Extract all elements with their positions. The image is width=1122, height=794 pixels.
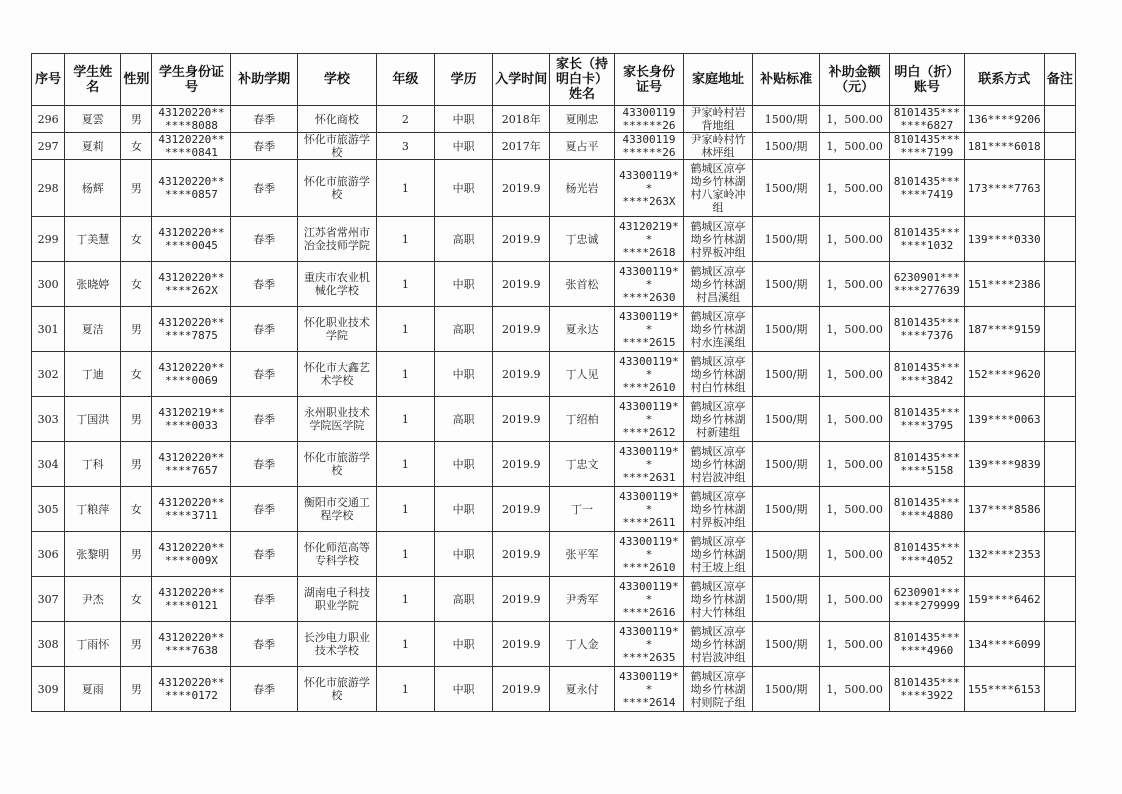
cell-name: 丁迪: [65, 352, 121, 397]
cell-school: 衡阳市交通工程学校: [297, 487, 376, 532]
column-header-std: 补贴标准: [752, 54, 820, 106]
cell-phone: 155****6153: [964, 667, 1044, 712]
column-header-amount: 补助金额（元）: [820, 54, 890, 106]
cell-name: 丁美慧: [65, 217, 121, 262]
cell-enroll: 2019.9: [493, 442, 550, 487]
cell-name: 夏雲: [65, 106, 121, 133]
column-header-account: 明白（折）账号: [889, 54, 964, 106]
cell-term: 春季: [231, 307, 297, 352]
cell-amount: 1，500.00: [820, 532, 890, 577]
cell-school: 怀化市旅游学校: [297, 442, 376, 487]
cell-parent: 丁忠文: [550, 442, 614, 487]
cell-id: 43120220** ****0121: [152, 577, 231, 622]
table-row: [32, 622, 1076, 667]
column-header-note: 备注: [1044, 54, 1075, 106]
cell-no: 302: [32, 352, 65, 397]
cell-name: 张晓婷: [65, 262, 121, 307]
header-row: [32, 54, 1076, 106]
cell-name: 夏洁: [65, 307, 121, 352]
cell-grade: 1: [376, 160, 434, 217]
cell-sex: 女: [121, 262, 152, 307]
cell-school: 怀化市大鑫艺术学校: [297, 352, 376, 397]
cell-phone: 159****6462: [964, 577, 1044, 622]
cell-id: 43120220** ****8088: [152, 106, 231, 133]
cell-name: 杨辉: [65, 160, 121, 217]
column-header-school: 学校: [297, 54, 376, 106]
cell-no: 301: [32, 307, 65, 352]
cell-name: 尹杰: [65, 577, 121, 622]
column-header-enroll: 入学时间: [493, 54, 550, 106]
table-row: [32, 352, 1076, 397]
column-header-no: 序号: [32, 54, 65, 106]
column-header-pid: 家长身份证号: [614, 54, 684, 106]
cell-id: 43120220** ****7875: [152, 307, 231, 352]
cell-id: 43120220** ****7638: [152, 622, 231, 667]
cell-no: 304: [32, 442, 65, 487]
table-row: [32, 133, 1076, 160]
table-row: [32, 307, 1076, 352]
cell-grade: 1: [376, 262, 434, 307]
cell-school: 湖南电子科技职业学院: [297, 577, 376, 622]
column-header-parent: 家长（持明白卡）姓名: [550, 54, 614, 106]
cell-note: [1044, 217, 1075, 262]
cell-no: 297: [32, 133, 65, 160]
cell-no: 298: [32, 160, 65, 217]
cell-id: 43120220** ****3711: [152, 487, 231, 532]
cell-address: 鹤城区凉亭坳乡竹林湖村界板冲组: [684, 487, 753, 532]
cell-account: 8101435*** ****3795: [889, 397, 964, 442]
cell-term: 春季: [231, 622, 297, 667]
cell-parent: 夏永达: [550, 307, 614, 352]
cell-sex: 男: [121, 307, 152, 352]
cell-account: 8101435*** ****4880: [889, 487, 964, 532]
cell-term: 春季: [231, 397, 297, 442]
cell-no: 308: [32, 622, 65, 667]
cell-parent: 尹秀军: [550, 577, 614, 622]
table-row: [32, 442, 1076, 487]
table-row: [32, 160, 1076, 217]
cell-school: 长沙电力职业技术学校: [297, 622, 376, 667]
cell-edu: 高职: [435, 217, 493, 262]
cell-enroll: 2019.9: [493, 217, 550, 262]
cell-edu: 中职: [435, 160, 493, 217]
cell-grade: 1: [376, 442, 434, 487]
cell-amount: 1，500.00: [820, 106, 890, 133]
cell-note: [1044, 397, 1075, 442]
cell-std: 1500/期: [752, 217, 820, 262]
cell-amount: 1，500.00: [820, 133, 890, 160]
cell-term: 春季: [231, 667, 297, 712]
cell-grade: 2: [376, 106, 434, 133]
cell-enroll: 2019.9: [493, 532, 550, 577]
cell-amount: 1，500.00: [820, 487, 890, 532]
cell-amount: 1，500.00: [820, 442, 890, 487]
cell-phone: 152****9620: [964, 352, 1044, 397]
cell-account: 6230901*** ****277639: [889, 262, 964, 307]
cell-amount: 1，500.00: [820, 262, 890, 307]
cell-account: 8101435*** ****1032: [889, 217, 964, 262]
cell-sex: 男: [121, 160, 152, 217]
column-header-phone: 联系方式: [964, 54, 1044, 106]
cell-address: 鹤城区凉亭坳乡竹林湖村八家岭冲组: [684, 160, 753, 217]
cell-pid: 43300119** ****263X: [614, 160, 684, 217]
cell-enroll: 2019.9: [493, 397, 550, 442]
cell-std: 1500/期: [752, 133, 820, 160]
cell-parent: 夏占平: [550, 133, 614, 160]
cell-note: [1044, 160, 1075, 217]
column-header-name: 学生姓名: [65, 54, 121, 106]
column-header-address: 家庭地址: [684, 54, 753, 106]
cell-grade: 1: [376, 352, 434, 397]
cell-amount: 1，500.00: [820, 160, 890, 217]
cell-school: 怀化商校: [297, 106, 376, 133]
cell-sex: 男: [121, 532, 152, 577]
cell-pid: 43300119** ****2616: [614, 577, 684, 622]
cell-pid: 43300119** ****2611: [614, 487, 684, 532]
cell-term: 春季: [231, 577, 297, 622]
cell-note: [1044, 487, 1075, 532]
cell-term: 春季: [231, 487, 297, 532]
cell-address: 尹家岭村竹林坪组: [684, 133, 753, 160]
cell-grade: 1: [376, 577, 434, 622]
cell-account: 8101435*** ****7376: [889, 307, 964, 352]
cell-id: 43120219** ****0033: [152, 397, 231, 442]
cell-school: 怀化市旅游学校: [297, 667, 376, 712]
subsidy-table: [31, 53, 1076, 712]
cell-note: [1044, 262, 1075, 307]
cell-pid: 43300119** ****2615: [614, 307, 684, 352]
table-row: [32, 262, 1076, 307]
cell-sex: 男: [121, 622, 152, 667]
cell-no: 303: [32, 397, 65, 442]
cell-pid: 43300119** ****2630: [614, 262, 684, 307]
table-row: [32, 577, 1076, 622]
cell-note: [1044, 442, 1075, 487]
cell-enroll: 2017年: [493, 133, 550, 160]
cell-id: 43120220** ****0841: [152, 133, 231, 160]
cell-id: 43120220** ****009X: [152, 532, 231, 577]
cell-parent: 丁忠诚: [550, 217, 614, 262]
column-header-grade: 年级: [376, 54, 434, 106]
cell-enroll: 2019.9: [493, 352, 550, 397]
cell-note: [1044, 532, 1075, 577]
cell-sex: 女: [121, 577, 152, 622]
cell-pid: 43300119** ****2631: [614, 442, 684, 487]
cell-parent: 杨光岩: [550, 160, 614, 217]
cell-note: [1044, 352, 1075, 397]
cell-account: 8101435*** ****4052: [889, 532, 964, 577]
cell-note: [1044, 133, 1075, 160]
cell-phone: 139****9839: [964, 442, 1044, 487]
cell-name: 丁科: [65, 442, 121, 487]
cell-enroll: 2019.9: [493, 262, 550, 307]
cell-edu: 中职: [435, 622, 493, 667]
cell-id: 43120220** ****0172: [152, 667, 231, 712]
cell-account: 8101435*** ****4960: [889, 622, 964, 667]
cell-no: 300: [32, 262, 65, 307]
cell-id: 43120220** ****7657: [152, 442, 231, 487]
cell-amount: 1，500.00: [820, 622, 890, 667]
column-header-edu: 学历: [435, 54, 493, 106]
cell-parent: 张首松: [550, 262, 614, 307]
cell-address: 鹤城区凉亭坳乡竹林湖村大竹林组: [684, 577, 753, 622]
cell-sex: 男: [121, 106, 152, 133]
column-header-term: 补助学期: [231, 54, 297, 106]
cell-note: [1044, 106, 1075, 133]
cell-address: 鹤城区凉亭坳乡竹林湖村白竹林组: [684, 352, 753, 397]
cell-amount: 1，500.00: [820, 217, 890, 262]
cell-enroll: 2019.9: [493, 622, 550, 667]
cell-sex: 男: [121, 397, 152, 442]
cell-std: 1500/期: [752, 667, 820, 712]
cell-note: [1044, 577, 1075, 622]
cell-amount: 1，500.00: [820, 397, 890, 442]
cell-phone: 137****8586: [964, 487, 1044, 532]
cell-account: 8101435*** ****5158: [889, 442, 964, 487]
cell-std: 1500/期: [752, 262, 820, 307]
cell-parent: 丁人金: [550, 622, 614, 667]
cell-no: 296: [32, 106, 65, 133]
cell-enroll: 2019.9: [493, 667, 550, 712]
table-row: [32, 106, 1076, 133]
cell-grade: 1: [376, 487, 434, 532]
cell-enroll: 2018年: [493, 106, 550, 133]
cell-term: 春季: [231, 217, 297, 262]
cell-pid: 43120219** ****2618: [614, 217, 684, 262]
cell-std: 1500/期: [752, 532, 820, 577]
cell-edu: 中职: [435, 442, 493, 487]
cell-name: 丁雨怀: [65, 622, 121, 667]
cell-edu: 高职: [435, 397, 493, 442]
cell-pid: 43300119 ******26: [614, 133, 684, 160]
cell-pid: 43300119 ******26: [614, 106, 684, 133]
table-body: [32, 106, 1076, 712]
cell-id: 43120220** ****262X: [152, 262, 231, 307]
cell-no: 305: [32, 487, 65, 532]
cell-term: 春季: [231, 160, 297, 217]
cell-parent: 夏刚忠: [550, 106, 614, 133]
cell-pid: 43300119** ****2614: [614, 667, 684, 712]
cell-note: [1044, 667, 1075, 712]
cell-account: 8101435*** ****7199: [889, 133, 964, 160]
cell-term: 春季: [231, 442, 297, 487]
cell-address: 鹤城区凉亭坳乡竹林湖村新建组: [684, 397, 753, 442]
cell-account: 8101435*** ****7419: [889, 160, 964, 217]
cell-school: 怀化职业技术学院: [297, 307, 376, 352]
cell-phone: 187****9159: [964, 307, 1044, 352]
cell-pid: 43300119** ****2635: [614, 622, 684, 667]
cell-std: 1500/期: [752, 442, 820, 487]
table-row: [32, 667, 1076, 712]
cell-sex: 男: [121, 442, 152, 487]
cell-school: 怀化市旅游学校: [297, 133, 376, 160]
cell-parent: 张平军: [550, 532, 614, 577]
cell-address: 鹤城区凉亭坳乡竹林湖村岩波冲组: [684, 442, 753, 487]
cell-grade: 1: [376, 397, 434, 442]
cell-sex: 女: [121, 352, 152, 397]
cell-phone: 136****9206: [964, 106, 1044, 133]
cell-name: 丁国洪: [65, 397, 121, 442]
cell-std: 1500/期: [752, 487, 820, 532]
cell-sex: 女: [121, 217, 152, 262]
cell-std: 1500/期: [752, 160, 820, 217]
cell-name: 夏雨: [65, 667, 121, 712]
cell-sex: 女: [121, 133, 152, 160]
cell-note: [1044, 307, 1075, 352]
cell-phone: 132****2353: [964, 532, 1044, 577]
cell-sex: 女: [121, 487, 152, 532]
cell-phone: 134****6099: [964, 622, 1044, 667]
cell-phone: 151****2386: [964, 262, 1044, 307]
cell-school: 怀化师范高等专科学校: [297, 532, 376, 577]
cell-pid: 43300119** ****2610: [614, 532, 684, 577]
cell-sex: 男: [121, 667, 152, 712]
cell-std: 1500/期: [752, 106, 820, 133]
cell-no: 309: [32, 667, 65, 712]
table-row: [32, 217, 1076, 262]
cell-account: 6230901*** ****279999: [889, 577, 964, 622]
cell-phone: 139****0063: [964, 397, 1044, 442]
cell-account: 8101435*** ****3922: [889, 667, 964, 712]
cell-address: 鹤城区凉亭坳乡竹林湖村王坡上组: [684, 532, 753, 577]
cell-std: 1500/期: [752, 622, 820, 667]
cell-amount: 1，500.00: [820, 352, 890, 397]
cell-account: 8101435*** ****6827: [889, 106, 964, 133]
cell-term: 春季: [231, 352, 297, 397]
cell-id: 43120220** ****0069: [152, 352, 231, 397]
table-row: [32, 532, 1076, 577]
cell-name: 丁粮萍: [65, 487, 121, 532]
cell-parent: 丁绍柏: [550, 397, 614, 442]
cell-school: 江苏省常州市冶金技师学院: [297, 217, 376, 262]
cell-note: [1044, 622, 1075, 667]
cell-phone: 139****0330: [964, 217, 1044, 262]
cell-term: 春季: [231, 262, 297, 307]
cell-account: 8101435*** ****3842: [889, 352, 964, 397]
cell-grade: 1: [376, 217, 434, 262]
cell-grade: 1: [376, 532, 434, 577]
cell-school: 永州职业技术学院医学院: [297, 397, 376, 442]
cell-amount: 1，500.00: [820, 577, 890, 622]
cell-term: 春季: [231, 532, 297, 577]
cell-edu: 高职: [435, 307, 493, 352]
cell-std: 1500/期: [752, 397, 820, 442]
cell-enroll: 2019.9: [493, 160, 550, 217]
cell-term: 春季: [231, 133, 297, 160]
cell-edu: 高职: [435, 577, 493, 622]
cell-amount: 1，500.00: [820, 307, 890, 352]
cell-edu: 中职: [435, 487, 493, 532]
table-row: [32, 397, 1076, 442]
cell-enroll: 2019.9: [493, 487, 550, 532]
cell-address: 鹤城区凉亭坳乡竹林湖村则院子组: [684, 667, 753, 712]
cell-phone: 173****7763: [964, 160, 1044, 217]
cell-address: 鹤城区凉亭坳乡竹林湖村界板冲组: [684, 217, 753, 262]
column-header-id: 学生身份证号: [152, 54, 231, 106]
cell-grade: 1: [376, 307, 434, 352]
cell-no: 307: [32, 577, 65, 622]
cell-name: 张黎明: [65, 532, 121, 577]
cell-edu: 中职: [435, 532, 493, 577]
cell-address: 鹤城区凉亭坳乡竹林湖村水连溪组: [684, 307, 753, 352]
table-row: [32, 487, 1076, 532]
cell-parent: 夏永付: [550, 667, 614, 712]
cell-id: 43120220** ****0045: [152, 217, 231, 262]
cell-amount: 1，500.00: [820, 667, 890, 712]
cell-std: 1500/期: [752, 352, 820, 397]
cell-no: 306: [32, 532, 65, 577]
cell-grade: 3: [376, 133, 434, 160]
cell-edu: 中职: [435, 352, 493, 397]
cell-parent: 丁人见: [550, 352, 614, 397]
cell-term: 春季: [231, 106, 297, 133]
cell-std: 1500/期: [752, 577, 820, 622]
cell-enroll: 2019.9: [493, 307, 550, 352]
cell-address: 尹家岭村岩背地组: [684, 106, 753, 133]
cell-no: 299: [32, 217, 65, 262]
cell-school: 重庆市农业机械化学校: [297, 262, 376, 307]
cell-edu: 中职: [435, 133, 493, 160]
cell-std: 1500/期: [752, 307, 820, 352]
cell-id: 43120220** ****0857: [152, 160, 231, 217]
cell-edu: 中职: [435, 667, 493, 712]
cell-grade: 1: [376, 622, 434, 667]
cell-school: 怀化市旅游学校: [297, 160, 376, 217]
cell-address: 鹤城区凉亭坳乡竹林湖村昌溪组: [684, 262, 753, 307]
cell-pid: 43300119** ****2610: [614, 352, 684, 397]
cell-address: 鹤城区凉亭坳乡竹林湖村岩波冲组: [684, 622, 753, 667]
cell-edu: 中职: [435, 262, 493, 307]
cell-edu: 中职: [435, 106, 493, 133]
cell-phone: 181****6018: [964, 133, 1044, 160]
column-header-sex: 性别: [121, 54, 152, 106]
cell-enroll: 2019.9: [493, 577, 550, 622]
cell-parent: 丁一: [550, 487, 614, 532]
cell-grade: 1: [376, 667, 434, 712]
cell-pid: 43300119** ****2612: [614, 397, 684, 442]
cell-name: 夏莉: [65, 133, 121, 160]
